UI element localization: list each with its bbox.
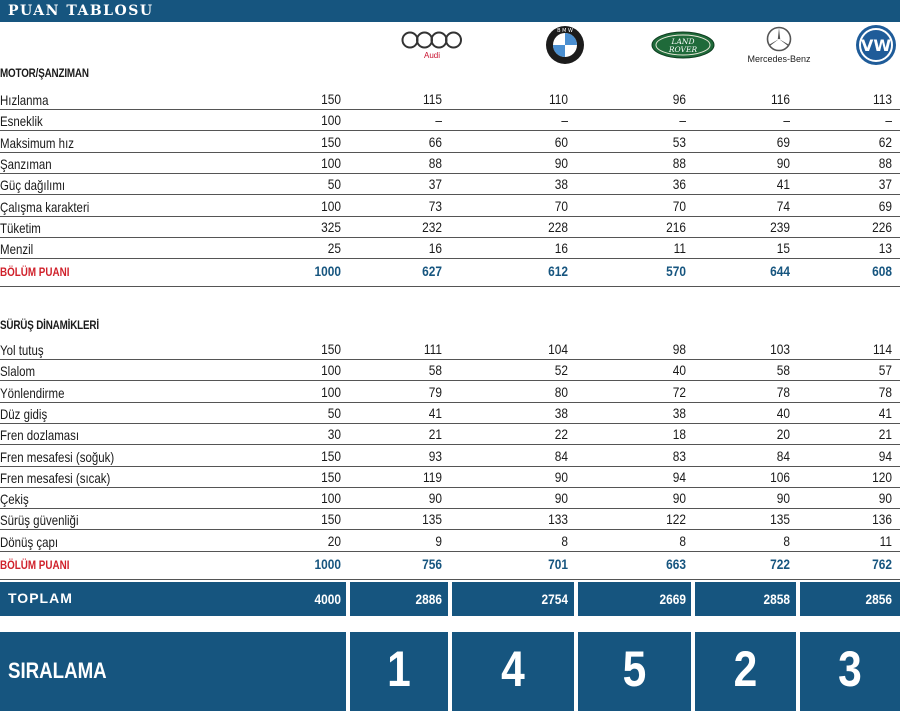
table-row — [0, 487, 900, 509]
row-value: 150 — [321, 341, 341, 357]
row-value: 104 — [548, 341, 568, 357]
total-value: 2858 — [763, 591, 790, 607]
row-value: 100 — [321, 383, 341, 400]
table-row — [0, 88, 900, 110]
row-label: Şanzıman — [0, 155, 52, 172]
row-value: 22 — [554, 426, 568, 443]
row-value: 226 — [872, 218, 892, 235]
row-value: 78 — [878, 383, 892, 400]
row-value: 88 — [428, 154, 442, 171]
row-value: 60 — [554, 133, 568, 150]
section-title-dynamics: SÜRÜŞ DİNAMİKLERİ — [0, 318, 99, 332]
mercedes-logo-text: Mercedes-Benz — [747, 54, 811, 64]
table-row — [0, 152, 900, 174]
table-row — [0, 445, 900, 467]
row-value: 36 — [672, 176, 686, 193]
row-value: 663 — [666, 556, 686, 572]
landrover-oval-icon — [651, 31, 715, 59]
row-value: 116 — [771, 91, 790, 107]
row-value: 644 — [770, 263, 790, 280]
total-label: TOPLAM — [8, 590, 73, 606]
table-row — [0, 466, 900, 488]
row-value: 18 — [672, 426, 686, 443]
mercedes-star-icon — [766, 26, 792, 52]
total-value: 4000 — [314, 591, 341, 607]
row-value: 8 — [783, 532, 790, 549]
table-row — [0, 237, 900, 259]
row-value: 150 — [321, 91, 341, 107]
row-label: Yönlendirme — [0, 384, 65, 401]
row-value: 37 — [428, 176, 442, 193]
row-value: 78 — [776, 383, 790, 400]
row-value: 9 — [435, 532, 442, 549]
row-value: 90 — [554, 468, 568, 485]
row-value: 114 — [873, 341, 892, 357]
row-value: – — [885, 112, 892, 129]
row-value: 66 — [428, 133, 442, 150]
row-value: 90 — [554, 154, 568, 171]
row-label: Sürüş güvenliği — [0, 512, 79, 529]
row-value: 72 — [672, 383, 686, 400]
row-value: 16 — [554, 240, 568, 257]
row-value: 110 — [549, 91, 568, 107]
row-value: 608 — [872, 263, 892, 280]
row-label: Çekiş — [0, 491, 29, 508]
row-label: Güç dağılımı — [0, 177, 66, 194]
table-row — [0, 359, 900, 381]
row-value: 133 — [548, 511, 568, 528]
table-row — [0, 195, 900, 217]
table-row — [0, 173, 900, 195]
row-value: 41 — [428, 404, 442, 421]
row-value: 150 — [321, 133, 341, 150]
row-value: 38 — [554, 404, 568, 421]
row-value: 612 — [548, 263, 568, 280]
row-value: 98 — [672, 341, 686, 357]
row-value: 57 — [878, 362, 892, 379]
volkswagen-logo-icon — [855, 24, 897, 66]
row-value: 58 — [776, 362, 790, 379]
audi-logo-text: Audi — [423, 50, 440, 60]
row-value: 84 — [776, 447, 790, 464]
row-value: 90 — [428, 490, 442, 507]
row-value: 100 — [321, 362, 341, 379]
row-value: 90 — [776, 154, 790, 171]
row-value: 53 — [672, 133, 686, 150]
row-value: 88 — [878, 154, 892, 171]
row-value: 20 — [776, 426, 790, 443]
row-label: Slalom — [0, 363, 36, 380]
row-label: Düz gidiş — [0, 405, 48, 422]
row-value: 232 — [422, 218, 442, 235]
row-value: 25 — [327, 240, 341, 257]
row-value: 37 — [878, 176, 892, 193]
row-value: 30 — [327, 426, 341, 443]
row-value: 40 — [776, 404, 790, 421]
total-value: 2669 — [659, 591, 686, 607]
row-value: 228 — [548, 218, 568, 235]
row-value: – — [435, 112, 442, 129]
table-row — [0, 423, 900, 445]
row-value: 96 — [672, 91, 686, 107]
row-value: 762 — [872, 556, 892, 572]
row-value: 100 — [321, 197, 341, 214]
row-value: 135 — [422, 511, 442, 528]
row-value: 90 — [672, 490, 686, 507]
volkswagen-logo-text: VW — [860, 36, 892, 55]
row-value: 106 — [770, 468, 790, 485]
mercedes-logo — [736, 24, 822, 66]
row-value: 38 — [554, 176, 568, 193]
audi-rings-icon — [399, 31, 465, 49]
row-value: 722 — [770, 556, 790, 572]
landrover-logo — [648, 24, 718, 66]
row-value: 58 — [428, 362, 442, 379]
bmw-logo — [538, 24, 592, 66]
row-value: – — [679, 112, 686, 129]
rank-value: 3 — [838, 641, 862, 697]
rank-value: 4 — [501, 641, 525, 697]
row-value: 94 — [878, 447, 892, 464]
table-row — [0, 131, 900, 153]
row-value: 16 — [428, 240, 442, 257]
row-value: 90 — [554, 490, 568, 507]
row-value: 570 — [666, 263, 686, 280]
table-row — [0, 381, 900, 403]
row-label: Dönüş çapı — [0, 533, 59, 550]
row-value: 84 — [554, 447, 568, 464]
row-value: 239 — [770, 218, 790, 235]
row-value: 41 — [878, 404, 892, 421]
row-value: 15 — [776, 240, 790, 257]
row-value: 150 — [321, 468, 341, 485]
landrover-logo-line2: ROVER — [668, 45, 698, 54]
row-value: 94 — [672, 468, 686, 485]
row-value: 69 — [878, 197, 892, 214]
header-bar — [0, 0, 900, 22]
row-value: 40 — [672, 362, 686, 379]
row-value: 20 — [327, 532, 341, 549]
row-value: 8 — [561, 532, 568, 549]
rank-value: 1 — [387, 641, 411, 697]
row-value: 701 — [548, 556, 568, 572]
row-value: 50 — [327, 404, 341, 421]
section-title-motor: MOTOR/ŞANZIMAN — [0, 66, 89, 80]
row-value: 83 — [672, 447, 686, 464]
row-value: 11 — [879, 532, 892, 549]
table-row — [0, 109, 900, 131]
row-value: 119 — [423, 468, 442, 485]
row-value: 74 — [776, 197, 790, 214]
table-row — [0, 338, 900, 360]
row-value: 8 — [679, 532, 686, 549]
total-value: 2754 — [541, 591, 568, 607]
row-label: Maksimum hız — [0, 134, 74, 151]
row-value: 120 — [872, 468, 892, 485]
row-value: 150 — [321, 447, 341, 464]
row-value: 52 — [554, 362, 568, 379]
row-value: 115 — [423, 91, 442, 107]
row-value: 122 — [666, 511, 686, 528]
row-value: 21 — [428, 426, 442, 443]
audi-logo — [396, 24, 468, 66]
table-row — [0, 530, 900, 552]
summary-row — [0, 260, 900, 287]
row-label: Fren mesafesi (soğuk) — [0, 448, 115, 465]
row-value: 70 — [672, 197, 686, 214]
row-value: 113 — [873, 91, 892, 107]
row-value: 80 — [554, 383, 568, 400]
bmw-logo-text: B M W — [557, 28, 573, 34]
row-value: 627 — [422, 263, 442, 280]
bmw-roundel-icon — [543, 25, 587, 65]
row-value: 325 — [321, 218, 341, 235]
total-value: 2886 — [415, 591, 442, 607]
row-label: Esneklik — [0, 113, 43, 130]
row-value: 1000 — [314, 263, 341, 280]
page-title: PUAN TABLOSU — [8, 3, 154, 19]
row-value: 93 — [428, 447, 442, 464]
row-value: 38 — [672, 404, 686, 421]
row-value: 136 — [872, 511, 892, 528]
row-value: 88 — [672, 154, 686, 171]
row-label: BÖLÜM PUANI — [0, 558, 70, 572]
table-row — [0, 508, 900, 530]
landrover-logo-line1: LAND — [671, 37, 695, 46]
row-value: 150 — [321, 511, 341, 528]
row-value: 41 — [776, 176, 790, 193]
row-value: 111 — [423, 341, 442, 357]
row-label: Tüketim — [0, 219, 41, 236]
row-value: – — [561, 112, 568, 129]
table-row — [0, 402, 900, 424]
row-value: 103 — [770, 341, 790, 357]
row-label: Çalışma karakteri — [0, 198, 90, 215]
row-value: – — [783, 112, 790, 129]
row-value: 135 — [770, 511, 790, 528]
ranking-label: SIRALAMA — [8, 658, 107, 683]
summary-row — [0, 553, 900, 580]
row-value: 90 — [776, 490, 790, 507]
row-label: Menzil — [0, 241, 34, 258]
row-label: Fren mesafesi (sıcak) — [0, 469, 111, 486]
row-value: 70 — [554, 197, 568, 214]
table-row — [0, 216, 900, 238]
row-label: Fren dozlaması — [0, 427, 80, 444]
row-label: Yol tutuş — [0, 342, 44, 358]
row-value: 79 — [428, 383, 442, 400]
row-value: 21 — [878, 426, 892, 443]
row-label: BÖLÜM PUANI — [0, 265, 70, 280]
row-value: 13 — [878, 240, 892, 257]
volkswagen-logo — [852, 24, 900, 66]
row-value: 216 — [666, 218, 686, 235]
total-value: 2856 — [865, 591, 892, 607]
row-value: 50 — [327, 176, 341, 193]
row-value: 69 — [776, 133, 790, 150]
row-value: 90 — [878, 490, 892, 507]
row-value: 1000 — [314, 556, 341, 572]
rank-value: 2 — [733, 641, 758, 697]
row-value: 100 — [321, 112, 341, 129]
row-label: Hızlanma — [0, 92, 49, 108]
row-value: 11 — [673, 240, 686, 257]
row-value: 756 — [422, 556, 442, 572]
rank-value: 5 — [622, 641, 647, 697]
row-value: 100 — [321, 490, 341, 507]
row-value: 62 — [878, 133, 892, 150]
row-value: 100 — [321, 154, 341, 171]
row-value: 73 — [428, 197, 442, 214]
